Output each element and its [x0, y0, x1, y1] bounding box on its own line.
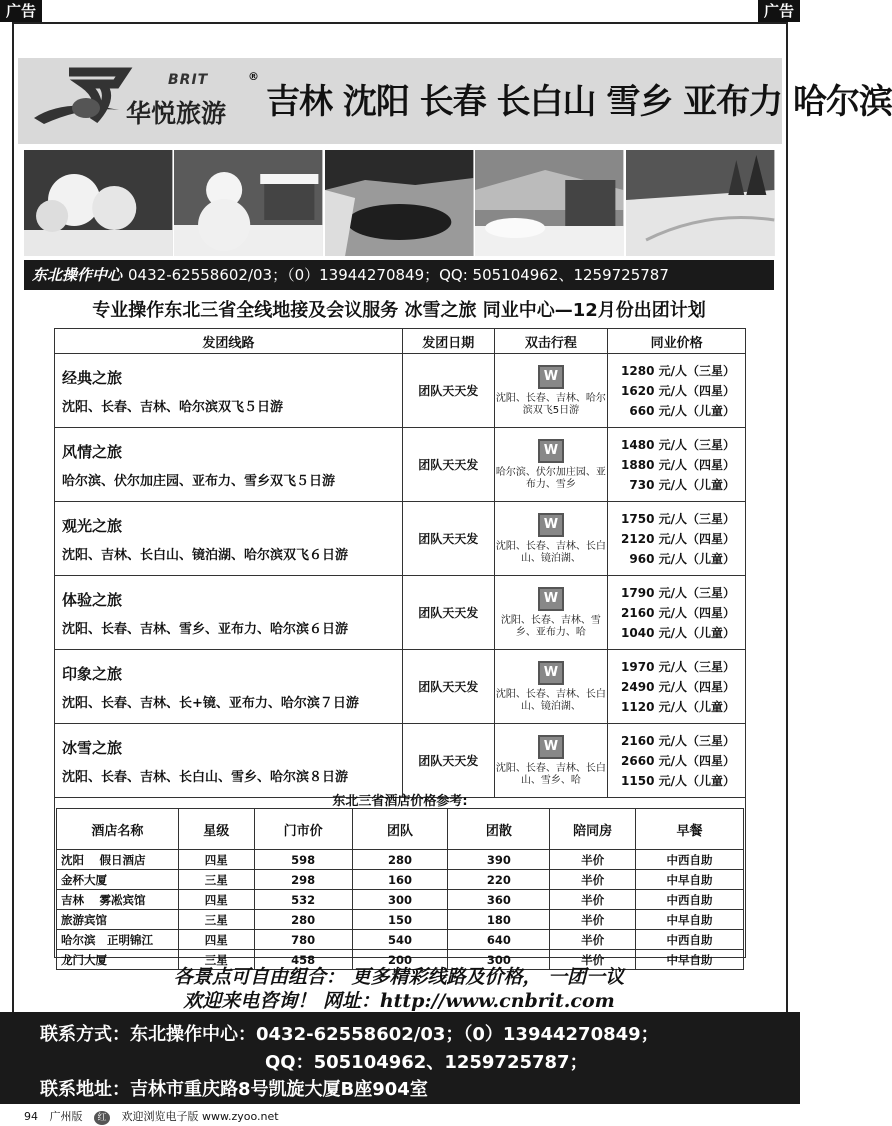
slogan-line-2[interactable]: 欢迎来电咨询！ 网址：http://www.cnbrit.com [183, 990, 615, 1012]
red-badge-icon: 红 [94, 1111, 110, 1125]
price-4star: 2160 元/人（四星） [621, 605, 735, 620]
col-date: 发团日期 [402, 329, 494, 354]
hotel-rack: 532 [254, 890, 352, 910]
price-child: 960 元/人（儿童） [629, 551, 735, 566]
tour-name: 体验之旅 [62, 590, 123, 609]
price-3star: 1790 元/人（三星） [621, 585, 735, 600]
price-4star: 2120 元/人（四星） [621, 531, 735, 546]
tour-name: 风情之旅 [62, 442, 123, 461]
price-child: 1150 元/人（儿童） [621, 773, 735, 788]
photo-snowy-slope [626, 150, 774, 256]
page-subtitle: 专业操作东北三省全线地接及会议服务 冰雪之旅 同业中心—12月份出团计划 [92, 300, 706, 321]
tour-date: 团队天天发 [402, 428, 494, 502]
photo-snowman [174, 150, 322, 256]
table-row [55, 354, 746, 428]
tour-cities: 沈阳、长春、吉林、哈尔滨双飞５日游 [62, 399, 284, 415]
hotel-guide: 半价 [550, 910, 636, 930]
col-itinerary: 双击行程 [494, 329, 608, 354]
word-doc-icon[interactable]: W [538, 661, 564, 685]
price-3star: 2160 元/人（三星） [621, 733, 735, 748]
tour-date: 团队天天发 [402, 576, 494, 650]
table-row [57, 890, 744, 910]
col-fit-rate: 团散 [448, 809, 550, 850]
ad-label-left: 广告 [0, 0, 42, 22]
tour-cities: 沈阳、吉林、长白山、镜泊湖、哈尔滨双飞６日游 [62, 547, 349, 563]
table-row [55, 650, 746, 724]
hotel-name: 沈阳 假日酒店 [57, 850, 179, 870]
price-4star: 1880 元/人（四星） [621, 457, 735, 472]
hotel-stars: 四星 [178, 890, 254, 910]
tour-date: 团队天天发 [402, 724, 494, 798]
itinerary-text: 沈阳、长春、吉林、长白山、雪乡、哈 [495, 762, 606, 786]
hotel-table [56, 808, 744, 970]
tour-name: 冰雪之旅 [62, 738, 123, 757]
tour-cities: 沈阳、长春、吉林、长白山、雪乡、哈尔滨８日游 [62, 769, 349, 785]
table-row [57, 850, 744, 870]
footer-phone: 联系方式：东北操作中心：0432-62558602/03；（0）13944270849； [40, 1024, 659, 1045]
tour-name: 经典之旅 [62, 368, 123, 387]
itinerary-text: 沈阳、长春、吉林、长白山、镜泊湖、 [495, 540, 606, 564]
hotel-stars: 四星 [178, 850, 254, 870]
word-doc-icon[interactable]: W [538, 513, 564, 537]
table-row [55, 428, 746, 502]
table-row [57, 910, 744, 930]
hotel-rack: 598 [254, 850, 352, 870]
hotel-fit: 640 [448, 930, 550, 950]
footer-contact [0, 1012, 800, 1104]
col-breakfast: 早餐 [636, 809, 744, 850]
hotel-guide: 半价 [550, 950, 636, 970]
operation-center-label: 东北操作中心 [32, 266, 123, 284]
price-child: 730 元/人（儿童） [629, 477, 735, 492]
hotel-name: 哈尔滨 正明锦江 [57, 930, 179, 950]
tour-name: 观光之旅 [62, 516, 123, 535]
col-stars: 星级 [178, 809, 254, 850]
hotel-group: 200 [352, 950, 448, 970]
hotel-breakfast: 中西自助 [636, 890, 744, 910]
page-number: 94 [24, 1110, 38, 1123]
tour-table [54, 328, 746, 798]
hotel-guide: 半价 [550, 930, 636, 950]
word-doc-icon[interactable]: W [538, 365, 564, 389]
tour-cities: 哈尔滨、伏尔加庄园、亚布力、雪乡双飞５日游 [62, 473, 336, 489]
col-group-rate: 团队 [352, 809, 448, 850]
hotel-group: 540 [352, 930, 448, 950]
col-route: 发团线路 [55, 329, 403, 354]
footer-address: 联系地址：吉林市重庆路8号凯旋大厦B座904室 [40, 1079, 428, 1100]
hotel-fit: 360 [448, 890, 550, 910]
itinerary-text: 沈阳、长春、吉林、长白山、镜泊湖、 [495, 688, 606, 712]
price-3star: 1750 元/人（三星） [621, 511, 735, 526]
tour-date: 团队天天发 [402, 502, 494, 576]
price-3star: 1280 元/人（三星） [621, 363, 735, 378]
hotel-guide: 半价 [550, 870, 636, 890]
photo-rime-trees [24, 150, 172, 256]
slogan-line-1: 各景点可自由组合： 更多精彩线路及价格， 一团一议 [173, 966, 625, 988]
contact-bar [24, 260, 774, 290]
hotel-name: 吉林 雾凇宾馆 [57, 890, 179, 910]
hotel-breakfast: 中西自助 [636, 850, 744, 870]
hotel-stars: 三星 [178, 870, 254, 890]
hotel-breakfast: 中早自助 [636, 870, 744, 890]
photo-snow-village [475, 150, 623, 256]
price-4star: 2490 元/人（四星） [621, 679, 735, 694]
col-price: 同业价格 [608, 329, 746, 354]
tour-name: 印象之旅 [62, 664, 123, 683]
col-guide-room: 陪同房 [550, 809, 636, 850]
brand-logo [18, 58, 263, 144]
price-3star: 1970 元/人（三星） [621, 659, 735, 674]
table-row [55, 502, 746, 576]
registered-mark: ® [248, 70, 259, 83]
brand-latin: BRIT [168, 72, 209, 88]
hotel-guide: 半价 [550, 850, 636, 870]
photo-strip [24, 150, 774, 256]
price-child: 1120 元/人（儿童） [621, 699, 735, 714]
table-row [55, 576, 746, 650]
col-rack-rate: 门市价 [254, 809, 352, 850]
price-child: 1040 元/人（儿童） [621, 625, 735, 640]
hotel-group: 150 [352, 910, 448, 930]
hotel-section-title: 东北三省酒店价格参考: [332, 794, 468, 809]
header-banner [18, 58, 892, 144]
word-doc-icon[interactable]: W [538, 587, 564, 611]
hotel-rack: 298 [254, 870, 352, 890]
price-3star: 1480 元/人（三星） [621, 437, 735, 452]
destinations-headline: 吉林 沈阳 长春 长白山 雪乡 亚布力 哈尔滨 [266, 82, 892, 122]
page-info [24, 1108, 287, 1125]
hotel-rack: 780 [254, 930, 352, 950]
word-doc-icon[interactable]: W [538, 439, 564, 463]
price-4star: 1620 元/人（四星） [621, 383, 735, 398]
word-doc-icon[interactable]: W [538, 735, 564, 759]
hotel-fit: 220 [448, 870, 550, 890]
swoosh-logo-icon [24, 58, 134, 144]
hotel-breakfast: 中早自助 [636, 950, 744, 970]
itinerary-text: 哈尔滨、伏尔加庄园、亚布力、雪乡 [495, 466, 606, 490]
table-row [57, 870, 744, 890]
hotel-name: 龙门大厦 [57, 950, 179, 970]
hotel-stars: 三星 [178, 910, 254, 930]
ad-label-right: 广告 [758, 0, 800, 22]
hotel-breakfast: 中早自助 [636, 910, 744, 930]
itinerary-text: 沈阳、长春、吉林、哈尔滨双飞5日游 [495, 392, 606, 416]
hotel-group: 160 [352, 870, 448, 890]
brand-name: 华悦旅游 [126, 99, 227, 128]
photo-crater-lake [325, 150, 473, 256]
hotel-breakfast: 中西自助 [636, 930, 744, 950]
hotel-fit: 390 [448, 850, 550, 870]
hotel-name: 旅游宾馆 [57, 910, 179, 930]
table-row [57, 930, 744, 950]
itinerary-text: 沈阳、长春、吉林、雪乡、亚布力、哈 [500, 614, 601, 638]
tour-date: 团队天天发 [402, 354, 494, 428]
browse-link[interactable]: 欢迎浏览电子版 www.zyoo.net [121, 1110, 279, 1123]
hotel-group: 300 [352, 890, 448, 910]
footer-qq: QQ：505104962、1259725787； [265, 1052, 588, 1073]
hotel-stars: 四星 [178, 930, 254, 950]
hotel-guide: 半价 [550, 890, 636, 910]
table-row [55, 724, 746, 798]
tour-cities: 沈阳、长春、吉林、雪乡、亚布力、哈尔滨６日游 [62, 621, 349, 637]
hotel-group: 280 [352, 850, 448, 870]
hotel-rack: 280 [254, 910, 352, 930]
hotel-stars: 三星 [178, 950, 254, 970]
hotel-fit: 180 [448, 910, 550, 930]
hotel-rack: 458 [254, 950, 352, 970]
edition-label: 广州版 [49, 1110, 83, 1123]
price-4star: 2660 元/人（四星） [621, 753, 735, 768]
hotel-name: 金杯大厦 [57, 870, 179, 890]
tour-date: 团队天天发 [402, 650, 494, 724]
tour-cities: 沈阳、长春、吉林、长+镜、亚布力、哈尔滨７日游 [62, 695, 359, 711]
price-child: 660 元/人（儿童） [629, 403, 735, 418]
hotel-fit: 300 [448, 950, 550, 970]
col-hotel-name: 酒店名称 [57, 809, 179, 850]
contact-details: 0432-62558602/03；（0）13944270849；QQ: 505104962、1259725787 [128, 266, 669, 284]
